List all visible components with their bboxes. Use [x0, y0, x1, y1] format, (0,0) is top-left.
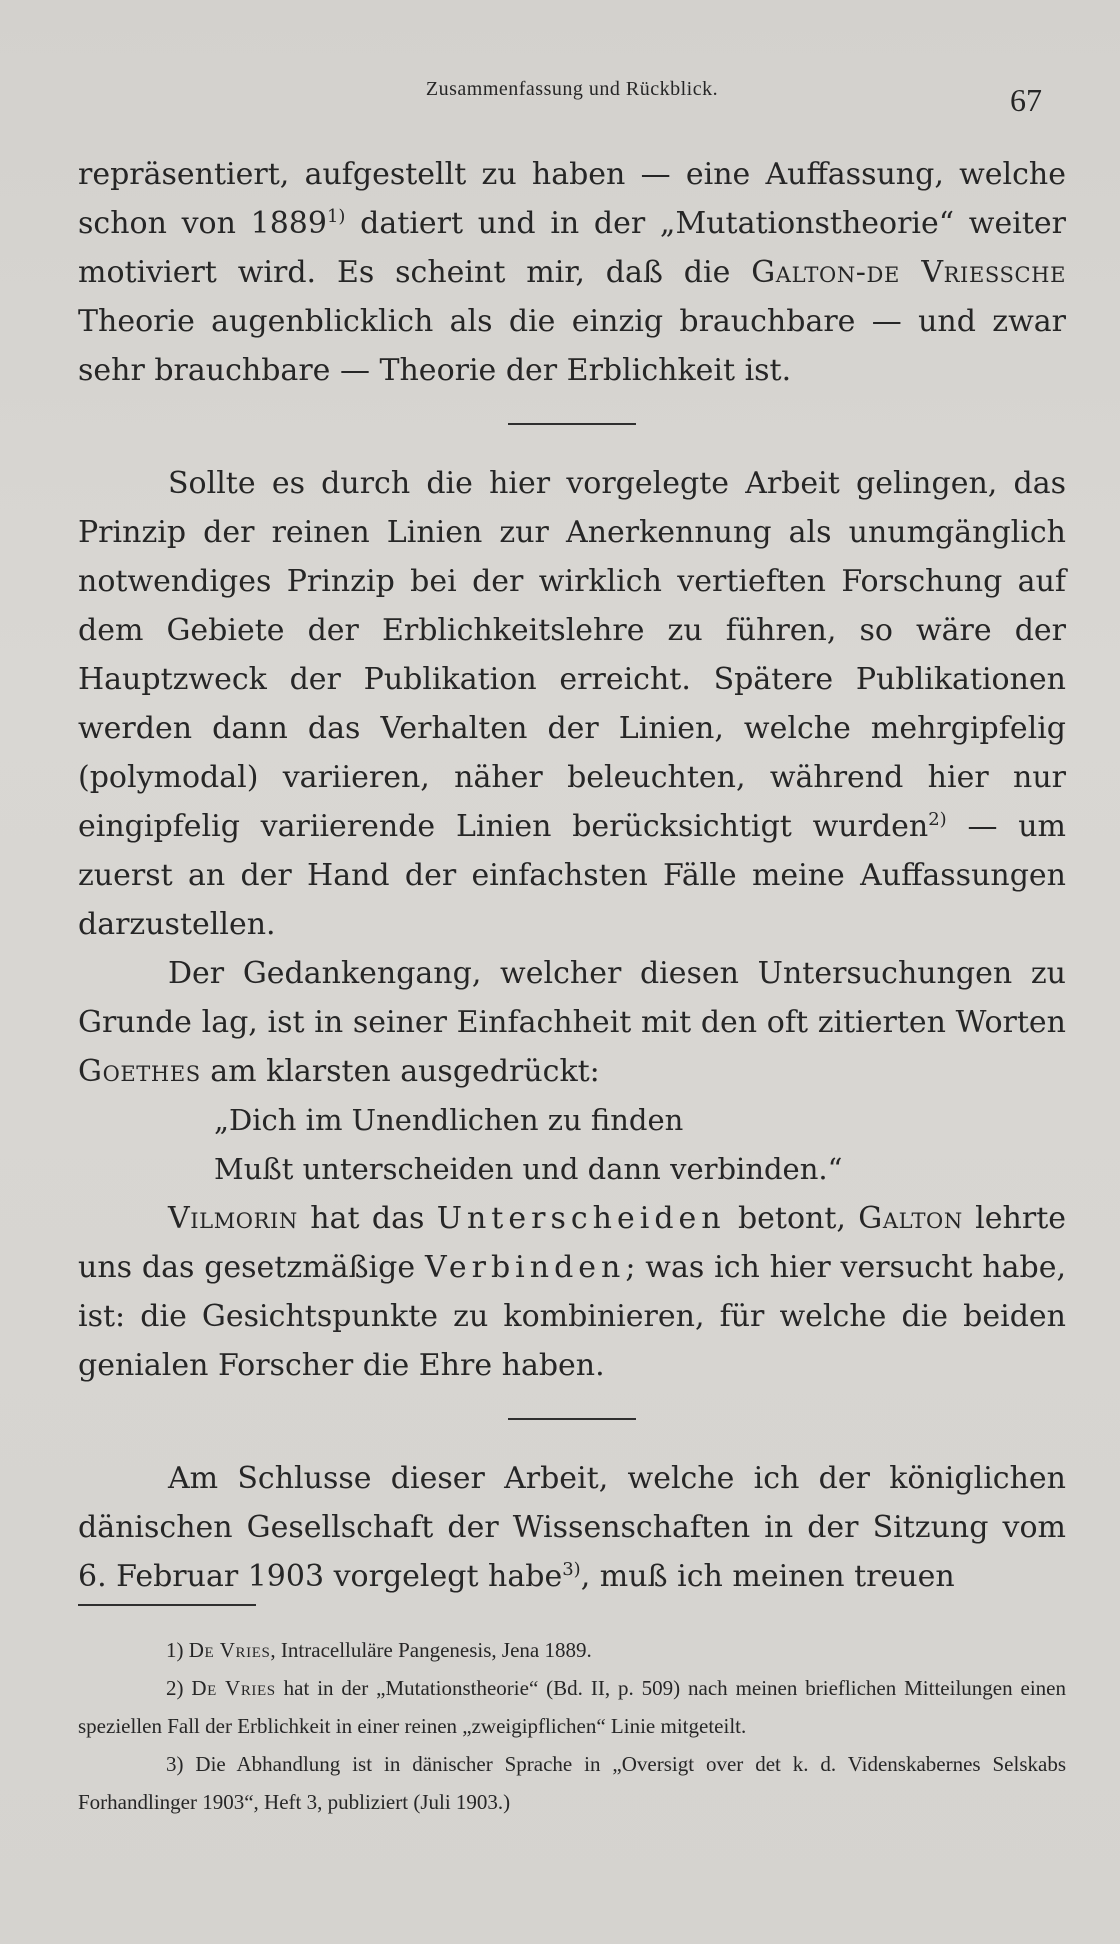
author-name-goethe: Goethes — [78, 1054, 201, 1089]
footnote-author-de-vries: De Vries — [191, 1676, 276, 1700]
running-title: Zusammenfassung und Rückblick. — [425, 78, 719, 100]
author-name-vilmorin: Vilmorin — [168, 1201, 298, 1236]
author-name-galton-de-vries: Galton-de Vriessche — [751, 255, 1066, 290]
quote-line-1: „Dich im Unendlichen zu finden — [214, 1103, 684, 1137]
main-text — [78, 150, 1066, 1601]
footnote-2: 2) De Vries hat in der „Mutationstheorie“ (Bd. II, p. 509) nach meinen brieflichen Mitteilungen einen speziellen Fall der Erblichkeit in einer reinen „zweigipflichen“ Linie mitgeteilt. — [78, 1676, 1067, 1738]
footnote-divider — [78, 1604, 256, 1606]
paragraph-continuation: repräsentiert, aufgestellt zu haben — eine Auffassung, welche schon von 1889$^{1)}$ datiert und in der „Mutationstheorie“ weiter motiviert wird. Es scheint mir, daß die Galton-de Vriessche Theorie augenblicklich als die einzig brauchbare — und zwar sehr brauchbare — Theorie der Erblichkeit ist. — [78, 157, 1066, 388]
paragraph-goethe: Der Gedankengang, welcher diesen Untersuchungen zu Grunde lag, ist in seiner Einfachheit mit den oft zitierten Worten Goethes am klarsten ausgedrückt: — [78, 956, 1066, 1089]
page-header — [78, 78, 1066, 118]
paragraph-conclusion: Am Schlusse dieser Arbeit, welche ich der königlichen dänischen Gesellschaft der Wissenschaften in der Sitzung vom 6. Februar 1903 vorgelegt habe$^{3)}$, muß ich meinen treuen — [78, 1461, 1066, 1594]
paragraph-vilmorin-galton: Vilmorin hat das Unterscheiden betont, Galton lehrte uns das gesetzmäßige Verbinden; was ich hier versucht habe, ist: die Gesichtspunkte zu kombinieren, für welche die beiden genialen Forscher die Ehre haben. — [78, 1201, 1067, 1383]
footnote-reference-3: 3) — [562, 1559, 581, 1580]
section-separator — [508, 1418, 636, 1420]
emphasized-verbinden: Verbinden — [424, 1250, 626, 1285]
goethe-quote — [214, 1096, 1066, 1194]
paragraph-principle-pure-lines: Sollte es durch die hier vorgelegte Arbeit gelingen, das Prinzip der reinen Linien zur Anerkennung als unumgänglich notwendiges Prinzip bei der wirklich vertieften Forschung auf dem Gebiete der Erblichkeitslehre zu führen, so wäre der Hauptzweck der Publikation erreicht. Spätere Publikationen werden dann das Verhalten der Linien, welche mehrgipfelig (polymodal) variieren, näher beleuchten, während hier nur eingipfelig variierende Linien berücksichtigt wurden$^{2)}$ — um zuerst an der Hand der einfachsten Fälle meine Auffassungen darzustellen. — [78, 466, 1066, 942]
footnote-1: 1) De Vries, Intracelluläre Pangenesis, Jena 1889. — [166, 1638, 592, 1662]
quote-line-2: Mußt unterscheiden und dann verbinden.“ — [214, 1152, 843, 1186]
footnote-3: 3) Die Abhandlung ist in dänischer Sprache in „Oversigt over det k. d. Videnskabernes Selskabs Forhandlinger 1903“, Heft 3, publiziert (Juli 1903.) — [78, 1752, 1066, 1814]
emphasized-unterscheiden: Unterscheiden — [436, 1201, 726, 1236]
footnote-author-de-vries: De Vries — [188, 1638, 271, 1662]
footnote-reference-2: 2) — [928, 809, 947, 830]
footnotes — [78, 1631, 1066, 1821]
page-number: 67 — [1010, 82, 1042, 118]
author-name-galton: Galton — [858, 1201, 963, 1236]
footnote-reference-1: 1) — [326, 206, 346, 227]
section-separator — [508, 423, 636, 425]
